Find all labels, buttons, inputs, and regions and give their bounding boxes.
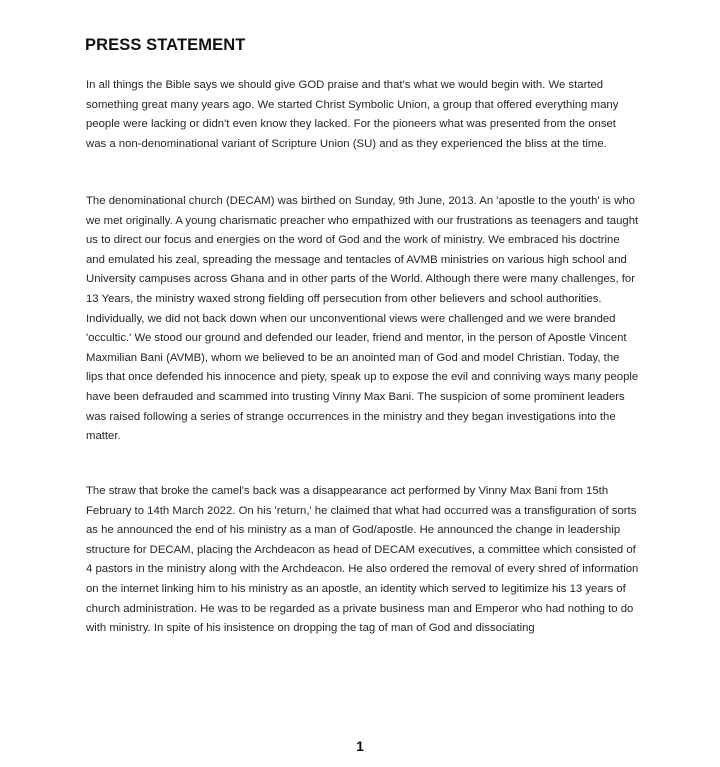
paragraph-introduction: In all things the Bible says we should give GOD praise and that's what we would begin with. We started something great many years ago. We started Christ Symbolic Union, a group that offered everything many people were lacking or didn't even know they lacked. For the pioneers what was presented from the onset was a non-denominational variant of Scripture Union (SU) and as they experienced the bliss at the time. xyxy=(86,79,619,150)
paragraph-disappearance: The straw that broke the camel's back was a disappearance act performed by Vinny Max Bani from 15th February to 14th March 2022. On his 'return,' he claimed that what had occurred was a transfiguration of sorts as he announced the end of his ministry as a man of God/apostle. He announced the change in leadership structure for DECAM, placing the Archdeacon as head of DECAM executives, a committee which consisted of 4 pastors in the ministry along with the Archdeacon. He also ordered the removal of every shred of information on the internet linking him to his ministry as an apostle, an identity which served to legitimize his 13 years of church administration. He was to be regarded as a private business man and Emperor who had nothing to do with ministry. In spite of his insistence on dropping the tag of man of God and dissociating xyxy=(86,485,639,635)
document-title: PRESS STATEMENT xyxy=(85,36,246,54)
page-number: 1 xyxy=(356,738,364,754)
paragraph-decam-history: The denominational church (DECAM) was birthed on Sunday, 9th June, 2013. An 'apostle to the youth' is who we met originally. A young charismatic preacher who empathized with our frustrations as teenagers and taught us to direct our focus and energies on the word of God and the work of ministry. We embraced his doctrine and emulated his zeal, spreading the message and tentacles of AVMB ministries on various high school and University campuses across Ghana and in other parts of the World. Although there were many challenges, for 13 Years, the ministry waxed strong fielding off persecution from other believers and school authorities. Individually, we did not back down when our unconventional views were challenged and we were branded 'occultic.' We stood our ground and defended our leader, friend and mentor, in the person of Apostle Vincent Maxmilian Bani (AVMB), whom we believed to be an anointed man of God and model Christian. Today, the lips that once defended his innocence and piety, speak up to expose the evil and conniving ways many people have been defrauded and scammed into trusting Vinny Max Bani. The suspicion of some prominent leaders was raised following a series of strange occurrences in the ministry and they began investigations into the matter. xyxy=(86,195,639,443)
